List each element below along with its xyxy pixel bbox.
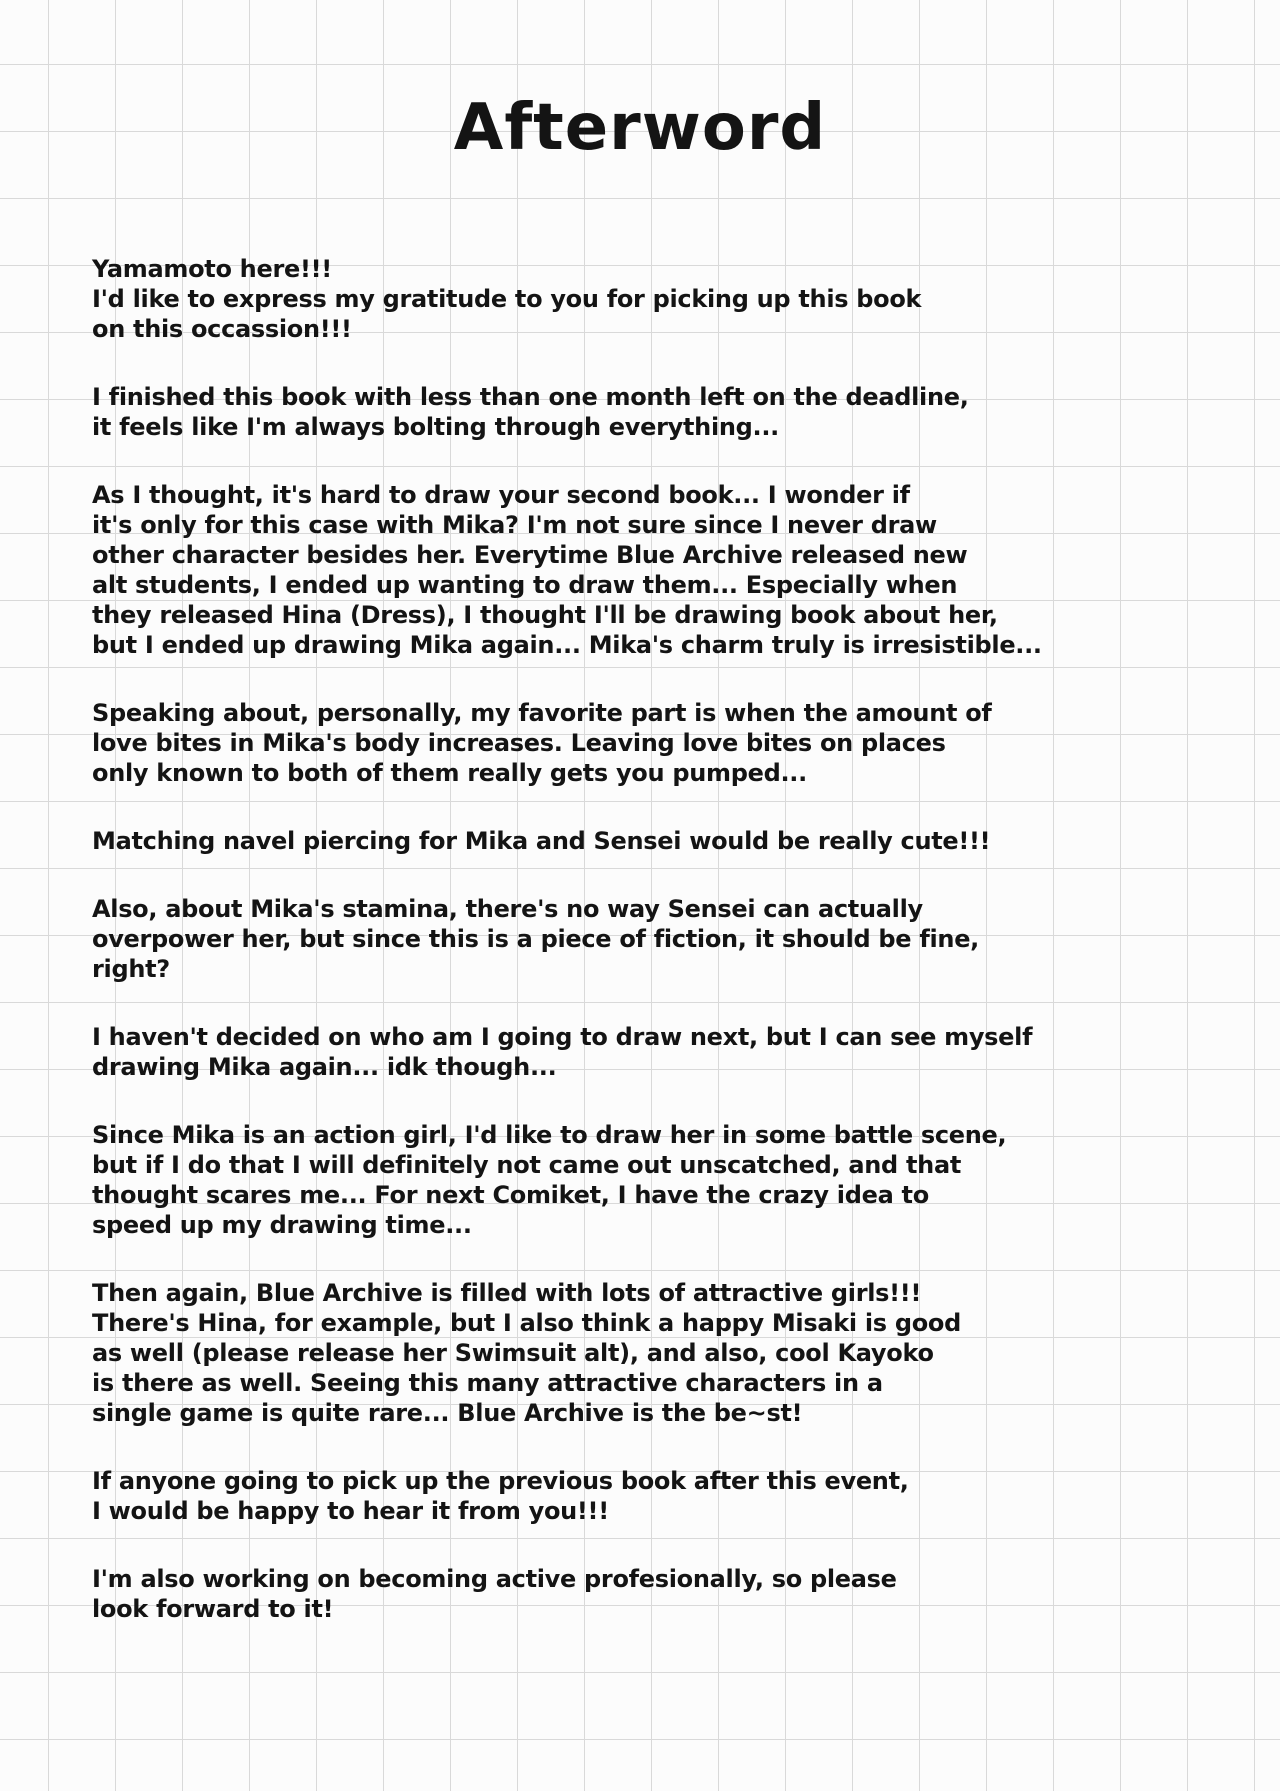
paragraph (92, 1022, 1220, 1082)
paragraph (92, 480, 1220, 660)
text-line: single game is quite rare... Blue Archive is the be~st! (92, 1398, 803, 1427)
paragraph (92, 894, 1220, 984)
text-line: Yamamoto here!!! (92, 254, 332, 283)
text-line: drawing Mika again... idk though... (92, 1052, 557, 1081)
text-line: only known to both of them really gets you pumped... (92, 758, 807, 787)
paragraph (92, 382, 1220, 442)
text-line: I would be happy to hear it from you!!! (92, 1496, 609, 1525)
text-line: I'm also working on becoming active profesionally, so please (92, 1564, 897, 1593)
text-line: Then again, Blue Archive is filled with lots of attractive girls!!! (92, 1278, 922, 1307)
text-line: Since Mika is an action girl, I'd like to draw her in some battle scene, (92, 1120, 1007, 1149)
paragraph (92, 698, 1220, 788)
paragraph (92, 1120, 1220, 1240)
page-title: Afterword (453, 91, 827, 165)
paragraph (92, 1564, 1220, 1624)
text-line: Speaking about, personally, my favorite part is when the amount of (92, 698, 992, 727)
text-line: look forward to it! (92, 1594, 334, 1623)
text-line: as well (please release her Swimsuit alt), and also, cool Kayoko (92, 1338, 934, 1367)
text-line: it feels like I'm always bolting through everything... (92, 412, 779, 441)
text-line: love bites in Mika's body increases. Leaving love bites on places (92, 728, 946, 757)
text-line: thought scares me... For next Comiket, I have the crazy idea to (92, 1180, 929, 1209)
text-line: I'd like to express my gratitude to you for picking up this book (92, 284, 922, 313)
text-line: it's only for this case with Mika? I'm not sure since I never draw (92, 510, 937, 539)
text-line: overpower her, but since this is a piece of fiction, it should be fine, (92, 924, 979, 953)
paragraph (92, 254, 1220, 344)
paragraph (92, 1466, 1220, 1526)
text-line: but I ended up drawing Mika again... Mika's charm truly is irresistible... (92, 630, 1042, 659)
text-line: As I thought, it's hard to draw your second book... I wonder if (92, 480, 910, 509)
text-line: is there as well. Seeing this many attractive characters in a (92, 1368, 883, 1397)
paragraph (92, 1278, 1220, 1428)
text-line: Also, about Mika's stamina, there's no way Sensei can actually (92, 894, 923, 923)
text-line: Matching navel piercing for Mika and Sensei would be really cute!!! (92, 826, 991, 855)
paragraph (92, 826, 1220, 856)
text-line: speed up my drawing time... (92, 1210, 472, 1239)
text-line: I finished this book with less than one month left on the deadline, (92, 382, 969, 411)
afterword-body-text (92, 254, 1220, 1624)
text-line: alt students, I ended up wanting to draw them... Especially when (92, 570, 958, 599)
text-line: on this occassion!!! (92, 314, 352, 343)
text-line: If anyone going to pick up the previous book after this event, (92, 1466, 909, 1495)
text-line: they released Hina (Dress), I thought I'll be drawing book about her, (92, 600, 998, 629)
text-line: There's Hina, for example, but I also think a happy Misaki is good (92, 1308, 961, 1337)
text-line: right? (92, 954, 170, 983)
text-line: other character besides her. Everytime Blue Archive released new (92, 540, 968, 569)
text-line: I haven't decided on who am I going to draw next, but I can see myself (92, 1022, 1033, 1051)
text-line: but if I do that I will definitely not came out unscatched, and that (92, 1150, 962, 1179)
